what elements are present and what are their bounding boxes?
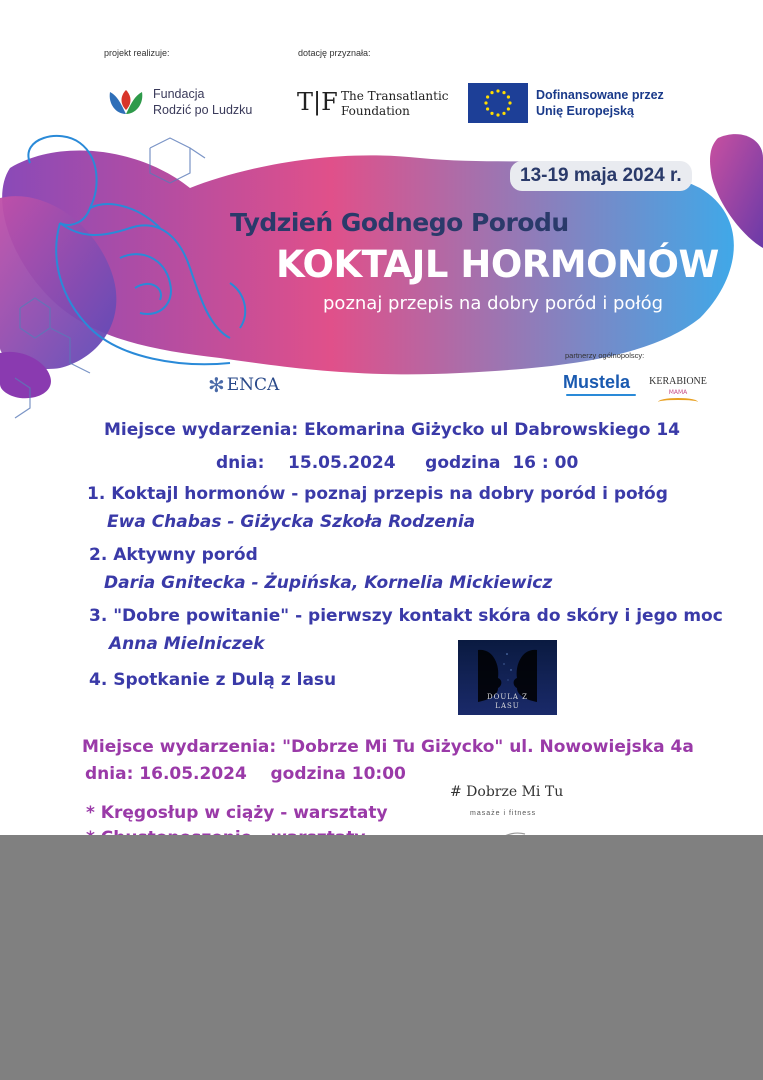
dobrze-mi-tu-logo-title: # Dobrze Mi Tu bbox=[450, 784, 564, 800]
enca-logo bbox=[208, 375, 279, 395]
tf-line2: Foundation bbox=[341, 104, 410, 118]
event2-date: dnia: 16.05.2024 godzina 10:00 bbox=[85, 764, 406, 784]
eu-line2: Unię Europejską bbox=[536, 104, 634, 118]
tf-mark: T|F bbox=[297, 88, 338, 116]
doula-logo bbox=[458, 640, 557, 715]
kerabione-name: KERABIONE bbox=[649, 376, 707, 387]
kerabione-logo bbox=[648, 376, 708, 406]
event-date-badge: 13-19 maja 2024 r. bbox=[510, 161, 692, 191]
event1-item-3-title: 3. "Dobre powitanie" - pierwszy kontakt skóra do skóry i jego moc bbox=[89, 606, 723, 626]
fundacja-name bbox=[153, 86, 252, 118]
banner-tagline: poznaj przepis na dobry poród i połóg bbox=[323, 293, 664, 314]
banner-title: KOKTAJL HORMONÓW bbox=[276, 243, 719, 286]
doula-logo-line2: LASU bbox=[495, 702, 520, 710]
event1-item-4-title: 4. Spotkanie z Dulą z lasu bbox=[89, 670, 337, 690]
eu-stars-icon bbox=[468, 83, 528, 123]
event2-place: Miejsce wydarzenia: "Dobrze Mi Tu Giżycko" ul. Nowowiejska 4a bbox=[82, 737, 694, 757]
fundacja-line2: Rodzić po Ludzku bbox=[153, 103, 253, 117]
grant-label: dotację przyznała: bbox=[298, 48, 371, 58]
kerabione-sub: MAMA bbox=[668, 389, 688, 396]
redaction-overlay bbox=[0, 835, 763, 1080]
mustela-logo: Mustela bbox=[563, 372, 631, 392]
mustela-underline bbox=[566, 394, 636, 396]
event1-place: Miejsce wydarzenia: Ekomarina Giżycko ul Dabrowskiego 14 bbox=[104, 420, 680, 440]
fundacja-leaf-icon bbox=[106, 86, 146, 118]
kerabione-swoosh-icon bbox=[658, 398, 698, 406]
eu-caption bbox=[536, 87, 664, 119]
tf-name bbox=[341, 89, 449, 119]
event1-item-3-speaker: Anna Mielniczek bbox=[109, 634, 265, 654]
partners-label: partnerzy ogólnopolscy: bbox=[565, 351, 645, 360]
eu-flag bbox=[468, 83, 528, 123]
event1-item-2-speaker: Daria Gnitecka - Żupińska, Kornelia Mickiewicz bbox=[104, 573, 553, 593]
banner-subtitle: Tydzień Godnego Porodu bbox=[230, 208, 569, 237]
event2-item-1: * Kręgosłup w ciąży - warsztaty bbox=[86, 803, 388, 823]
tf-line1: The Transatlantic bbox=[341, 89, 449, 103]
event1-item-1-title: 1. Koktajl hormonów - poznaj przepis na dobry poród i połóg bbox=[87, 484, 668, 504]
fundacja-logo bbox=[106, 86, 146, 118]
enca-name: ENCA bbox=[226, 375, 280, 395]
eu-line1: Dofinansowane przez bbox=[536, 88, 664, 102]
dobrze-mi-tu-logo-sub: masaże i fitness bbox=[470, 810, 537, 817]
event1-item-2-title: 2. Aktywny poród bbox=[89, 545, 258, 565]
enca-flower-icon: ✻ bbox=[208, 373, 225, 397]
event1-item-1-speaker: Ewa Chabas - Giżycka Szkoła Rodzenia bbox=[107, 512, 476, 532]
project-label: projekt realizuje: bbox=[104, 48, 170, 58]
doula-logo-line1: DOULA Z bbox=[486, 693, 529, 701]
event1-date: dnia: 15.05.2024 godzina 16 : 00 bbox=[216, 453, 579, 473]
fundacja-line1: Fundacja bbox=[153, 87, 205, 101]
